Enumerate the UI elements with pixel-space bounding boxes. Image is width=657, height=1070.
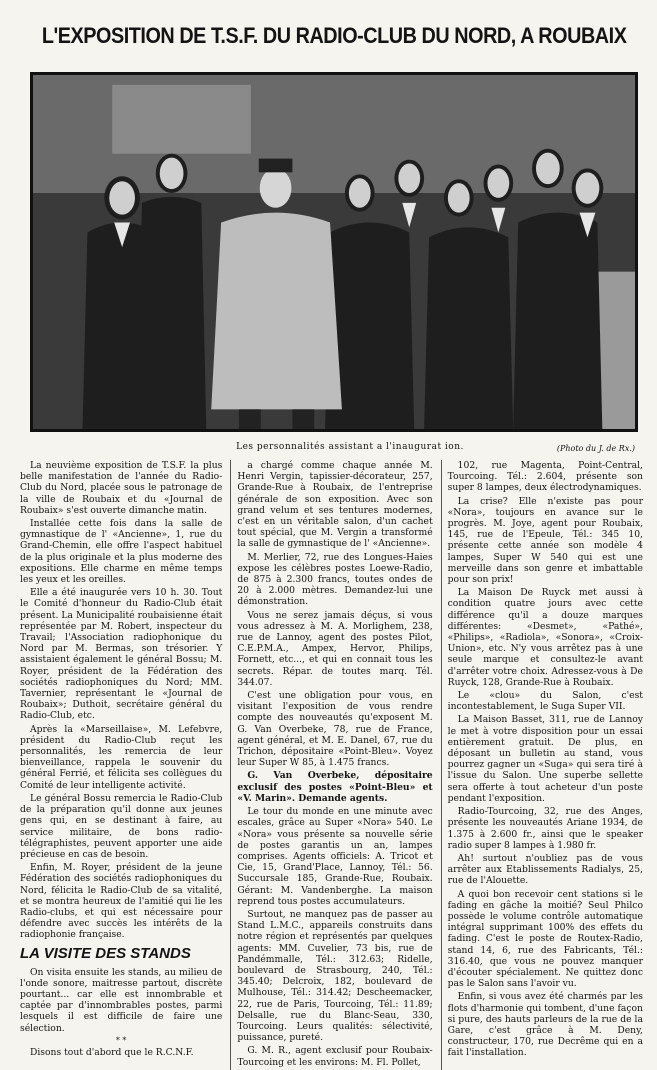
paragraph: G. M. R., agent exclusif pour Roubaix-Tourcoing et les environs: M. Fl. Pollet, <box>237 1045 433 1068</box>
paragraph: Enfin, si vous avez été charmés par les flots d'harmonie qui tombent, d'une façon si pure, des hauts parleurs de la rue de la Gare, c'est grâce à M. Deny, constructeur, 170, rue Decrême qui en a fait l'installation. <box>447 991 643 1059</box>
paragraph: Ah! surtout n'oubliez pas de vous arrêter aux Etablissements Radialys, 25, rue de l'Alouette. <box>447 852 643 887</box>
column-1 <box>20 460 222 1070</box>
paragraph: La crise? Elle n'existe pas pour «Nora», toujours en avance sur le progrès. M. Joye, agent pour Roubaix, 145, rue de l'Epeule, Tél.: 345 10, présente cette année son modèle 4 lampes, Super W 540 qui est une merveille dans son genre et imbattable pour son prix! <box>447 495 643 586</box>
paragraph: Radio-Tourcoing, 32, rue des Anges, présente les nouveautés Ariane 1934, de 1.375 à 2.600 fr., ainsi que le speaker radio super 8 lampes à 1.980 fr. <box>447 806 643 851</box>
inauguration-photo <box>30 72 638 432</box>
section-separator: * * <box>115 1035 127 1045</box>
photo-caption: Les personnalités assistant a l'inaugurat ion. <box>236 442 464 452</box>
column-2 <box>230 460 432 1070</box>
paragraph: G. Van Overbeke, dépositaire exclusif des postes «Point-Bleu» et «V. Marin». Demande agents. <box>237 770 433 804</box>
paragraph: Le «clou» du Salon, c'est incontestablement, le Suga Super VII. <box>447 690 643 713</box>
paragraph: Surtout, ne manquez pas de passer au Stand L.M.C., appareils construits dans notre région et représentés par quelques agents: MM. Cuvelier, 73 bis, rue de Pandémmalle, Tél.: 312.63; Ridelle, boulevard de Strasbourg, 240, Tél.: 345.40; Delcroix, 182, boulevard de Mulhouse, Tél.: 314.42; Descheemacker, 22, rue de Paris, Tourcoing, Tél.: 11.89; Delsalle, rue du Blanc-Seau, 330, Tourcoing. Leurs qualités: sélectivité, puissance, pureté. <box>237 908 433 1044</box>
paragraph: La Maison Basset, 311, rue de Lannoy le met à votre disposition pour un essai entièrement gratuit. De plus, en déposant un bulletin au stand, vous pourrez gagner un «Suga» qui sera tiré à l'issue du Salon. Une superbe sellette sera offerte à tout acheteur d'un poste pendant l'exposition. <box>447 714 643 804</box>
paragraph: Elle a été inaugurée vers 10 h. 30. Tout le Comité d'honneur du Radio-Club était présent. La Municipalité roubaisienne était représentée par M. Robert, inspecteur du Travail; l'Association radiophonique du Nord par M. Bermas, son trésorier. Y assistaient également le général Bossu; M. Royer, président de la Fédération des sociétés radiophoniques du Nord; MM. Tavernier, représentant le «Journal de Roubaix»; Duthoit, secrétaire général du Radio-Club, etc. <box>20 587 223 722</box>
column-3 <box>441 460 643 1070</box>
paragraph: Après la «Marseillaise», M. Lefebvre, président du Radio-Club reçut les personnalités, les remercia de leur bienveillance, rappela le souvenir du général Ferrié, et félicita ses collègues du Comité de leur intelligente activité. <box>20 723 223 791</box>
subheading: LA VISITE DES STANDS <box>20 944 191 962</box>
paragraph: Installée cette fois dans la salle de gymnastique de l' «Ancienne», 1, rue du Grand-Chemin, elle offre l'aspect habituel de la plus originale et la plus moderne des expositions. Elle charme en même temps les yeux et les oreilles. <box>20 518 223 586</box>
paragraph: Enfin, M. Royer, président de la jeune Fédération des sociétés radiophoniques du Nord, félicita le Radio-Club de sa vitalité, et se montra heureux de l'amitié qui lie les Radio-clubs, et qui est nécessaire pour défendre avec succès les intérêts de la radiophonie française. <box>20 862 223 941</box>
paragraph: Le tour du monde en une minute avec escales, grâce au Super «Nora» 540. Le «Nora» vous présente sa nouvelle série de postes garantis un an, lampes comprises. Agents officiels: A. Tricot et Cie, 15, Grand'Place, Lannoy, Tél.: 56. Succursale 185, Grande-Rue, Roubaix. Gérant: M. Vandenberghe. La maison reprend tous postes accumulateurs. <box>237 806 433 907</box>
paragraph: C'est une obligation pour vous, en visitant l'exposition de vous rendre compte des nouveautés qu'exposent M. G. Van Overbeke, 78, rue de France, agent général, et M. E. Danel, 67, rue du Trichon, dépositaire «Point-Bleu». Voyez leur Super W 85, à 1.475 francs. <box>237 690 433 769</box>
headline: L'EXPOSITION DE T.S.F. DU RADIO-CLUB DU NORD, A ROUBAIX <box>41 23 627 48</box>
paragraph: M. Merlier, 72, rue des Longues-Haies expose les célèbres postes Loewe-Radio, de 875 à 2.300 francs, toutes ondes de 20 à 2.000 mètres. Demandez-lui une démonstration. <box>237 551 433 608</box>
paragraph: La Maison De Ruyck met aussi à condition quatre jours avec cette différence qu'il a douze marques différentes: «Desmet», «Pathé», «Philips», «Radiola», «Sonora», «Croix-Union», etc. N'y vous arrêtez pas à une seule marque et consultez-le avant d'arrêter votre choix. Adressez-vous à De Ruyck, 128, Grande-Rue à Roubaix. <box>447 587 643 688</box>
paragraph: Disons tout d'abord que le R.C.N.F. <box>30 1046 194 1058</box>
paragraph: Vous ne serez jamais déçus, si vous vous adressez à M. A. Morlighem, 238, rue de Lannoy, agent des postes Pilot, C.E.P.M.A., Ampex, Hervor, Philips, Fornett, etc..., et qui en connait tous les secrets. Répar. de toutes marq. Tél. 344.07. <box>237 609 433 688</box>
paragraph: a chargé comme chaque année M. Henri Vergin, tapissier-décorateur, 257, Grande-Rue à Roubaix, de l'entreprise générale de son exposition. Avec son grand velum et ses tentures modernes, c'est en un véritable salon, d'un cachet tout spécial, que M. Vergin a transformé la salle de gymnastique de l' «Ancienne». <box>237 460 433 550</box>
group-photo-image <box>33 75 635 429</box>
paragraph: On visita ensuite les stands, au milieu de l'onde sonore, maitresse partout, discrète pourtant... car elle est innombrable et captée par d'innombrables postes, parmi lesquels il est difficile de faire une sélection. <box>20 966 223 1034</box>
paragraph: A quoi bon recevoir cent stations si le fading en gâche la moitié? Seul Philco possède le volume contrôle automatique intégral supprimant 100% des effets du fading. C'est le poste de Routex-Radio, stand 14, 6, rue des Fabricants, Tél.: 316.40, que vous ne pouvez manquer d'écouter spécialement. Ne quittez donc pas le Salon sans l'avoir vu. <box>447 888 643 990</box>
photo-credit: (Photo du J. de Rx.) <box>556 444 635 453</box>
article-columns <box>20 460 643 1068</box>
paragraph: La neuvième exposition de T.S.F. la plus belle manifestation de l'année du Radio-Club du Nord, placée sous le patronage de la ville de Roubaix et du «Journal de Roubaix» s'est ouverte dimanche matin. <box>20 460 223 516</box>
paragraph: 102, rue Magenta, Point-Central, Tourcoing. Tél.: 2.604, présente son super 8 lampes, deux électrodynamiques. <box>447 460 643 494</box>
paragraph: Le général Bossu remercia le Radio-Club de la préparation qu'il donne aux jeunes gens qui, en se destinant à faire, au service militaire, de bons radio-télégraphistes, peuvent apporter une aide précieuse en cas de besoin. <box>20 792 223 860</box>
